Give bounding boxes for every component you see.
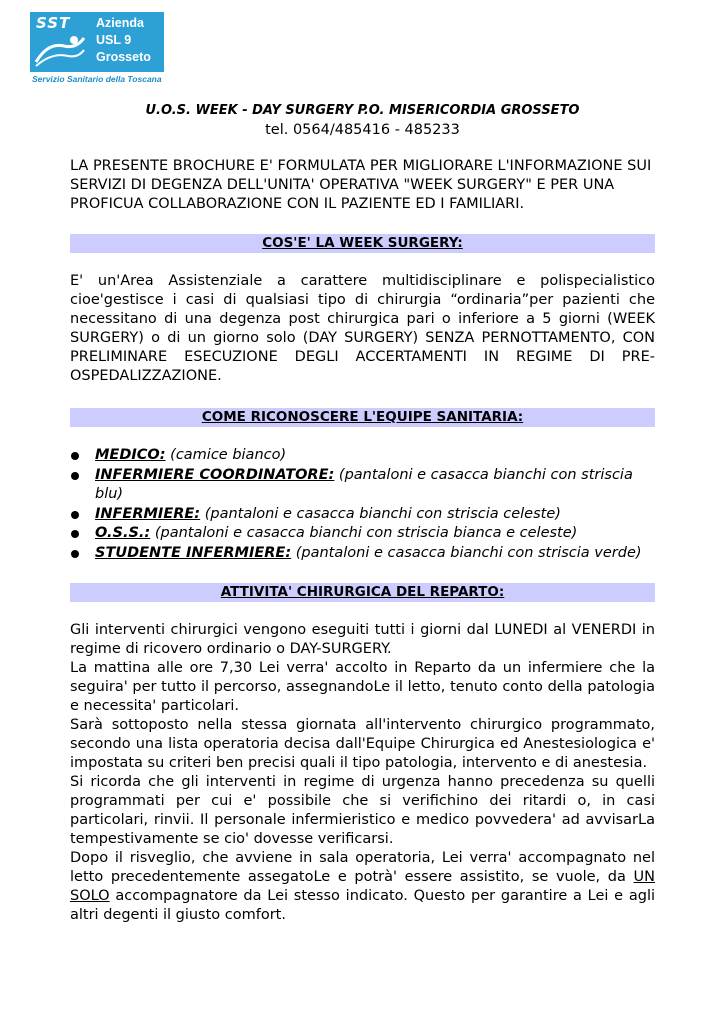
phone-line: tel. 0564/485416 - 485233 — [265, 122, 460, 138]
staff-uniform: (pantaloni e casacca bianchi con striscia verde) — [291, 544, 642, 561]
staff-role: O.S.S.: — [95, 525, 151, 541]
activity-paragraph: La mattina alle ore 7,30 Lei verra' accolto in Reparto da un infermiere che la seguira' per tutto il percorso, assegnandoLe il letto, tenuto conto della patologia e necessita' particolari. — [70, 660, 655, 714]
section-heading-activity: ATTIVITA' CHIRURGICA DEL REPARTO: — [70, 583, 655, 602]
logo-line-1: Azienda — [96, 16, 144, 30]
list-item — [70, 544, 655, 564]
what-is-paragraph: E' un'Area Assistenziale a carattere multidisciplinare e polispecialistico cioe'gestisce i casi di qualsiasi tipo di chirurgia “ordinaria”per pazienti che necessitano di una degenza post chirurgica pari o inferiore a 5 giorni (WEEK SURGERY) o di un giorno solo (DAY SURGERY) SENZA PERNOTTAMENTO, CON PRELIMINARE ESECUZIONE DEGLI ACCERTAMENTI IN REGIME DI PRE-OSPEDALIZZAZIONE. — [70, 273, 655, 384]
activity-paragraph: Gli interventi chirurgici vengono eseguiti tutti i giorni dal LUNEDI al VENERDI in regime di ricovero ordinario o DAY-SURGERY. — [70, 622, 655, 657]
logo-line-2: USL 9 — [96, 33, 132, 47]
document-title: U.O.S. WEEK - DAY SURGERY P.O. MISERICORDIA GROSSETO — [145, 103, 580, 118]
bullet-icon — [71, 550, 79, 558]
activity-paragraph: Sarà sottoposto nella stessa giornata all'intervento chirurgico programmato, secondo una lista operatoria decisa dall'Equipe Chirurgica ed Anestesiologica e' impostata su criteri ben precisi quali il tipo patologia, intervento e di anestesia. — [70, 717, 655, 771]
logo-mark-icon — [34, 32, 86, 68]
logo-subtitle: Servizio Sanitario della Toscana — [32, 74, 162, 84]
text-after: accompagnatore da Lei stesso indicato. Questo per garantire a Lei e agli altri degenti il giusto comfort. — [70, 888, 655, 923]
staff-uniform: (pantaloni e casacca bianchi con striscia blu) — [95, 466, 633, 502]
text-before: Dopo il risveglio, che avviene in sala operatoria, Lei verra' accompagnato nel letto precedentemente assegatoLe e potrà' essere assistito, se vuole, da — [70, 850, 655, 885]
logo — [30, 12, 170, 84]
logo-text — [96, 15, 151, 66]
staff-role: INFERMIERE COORDINATORE: — [95, 466, 335, 483]
staff-role: MEDICO: — [95, 447, 166, 463]
staff-role: STUDENTE INFERMIERE: — [95, 544, 292, 561]
staff-list — [70, 446, 655, 563]
section-heading-what-is: COS'E' LA WEEK SURGERY: — [70, 234, 655, 253]
staff-uniform: (pantaloni e casacca bianchi con striscia celeste) — [200, 505, 561, 522]
underlined-text: UN SOLO — [70, 869, 655, 904]
bullet-icon — [71, 472, 79, 480]
list-item — [70, 446, 655, 466]
bullet-icon — [71, 530, 79, 538]
staff-uniform: (pantaloni e casacca bianchi con striscia bianca e celeste) — [150, 525, 578, 541]
activity-paragraph-last — [70, 849, 655, 925]
list-item — [70, 524, 655, 544]
logo-line-3: Grosseto — [96, 50, 151, 64]
activity-paragraph: Si ricorda che gli interventi in regime di urgenza hanno precedenza su quelli programmati per cui e' possibile che si verifichino dei ritardi o, in casi particolari, rinvii. Il personale infermieristico e medico povvedera' ad avvisarLa tempestivamente se cio' dovesse verificarsi. — [70, 774, 655, 847]
activity-text — [70, 621, 655, 925]
bullet-icon — [71, 452, 79, 460]
logo-sst: SST — [36, 14, 71, 32]
list-item — [70, 466, 655, 505]
intro-paragraph: LA PRESENTE BROCHURE E' FORMULATA PER MIGLIORARE L'INFORMAZIONE SUI SERVIZI DI DEGENZA DELL'UNITA' OPERATIVA "WEEK SURGERY" E PER UNA PROFICUA COLLABORAZIONE CON IL PAZIENTE ED I FAMILIARI. — [70, 158, 652, 212]
staff-role: INFERMIERE: — [95, 505, 201, 522]
section-heading-staff: COME RICONOSCERE L'EQUIPE SANITARIA: — [70, 408, 655, 427]
bullet-icon — [71, 511, 79, 519]
logo-box — [30, 12, 164, 72]
staff-uniform: (camice bianco) — [165, 447, 287, 463]
list-item — [70, 505, 655, 525]
